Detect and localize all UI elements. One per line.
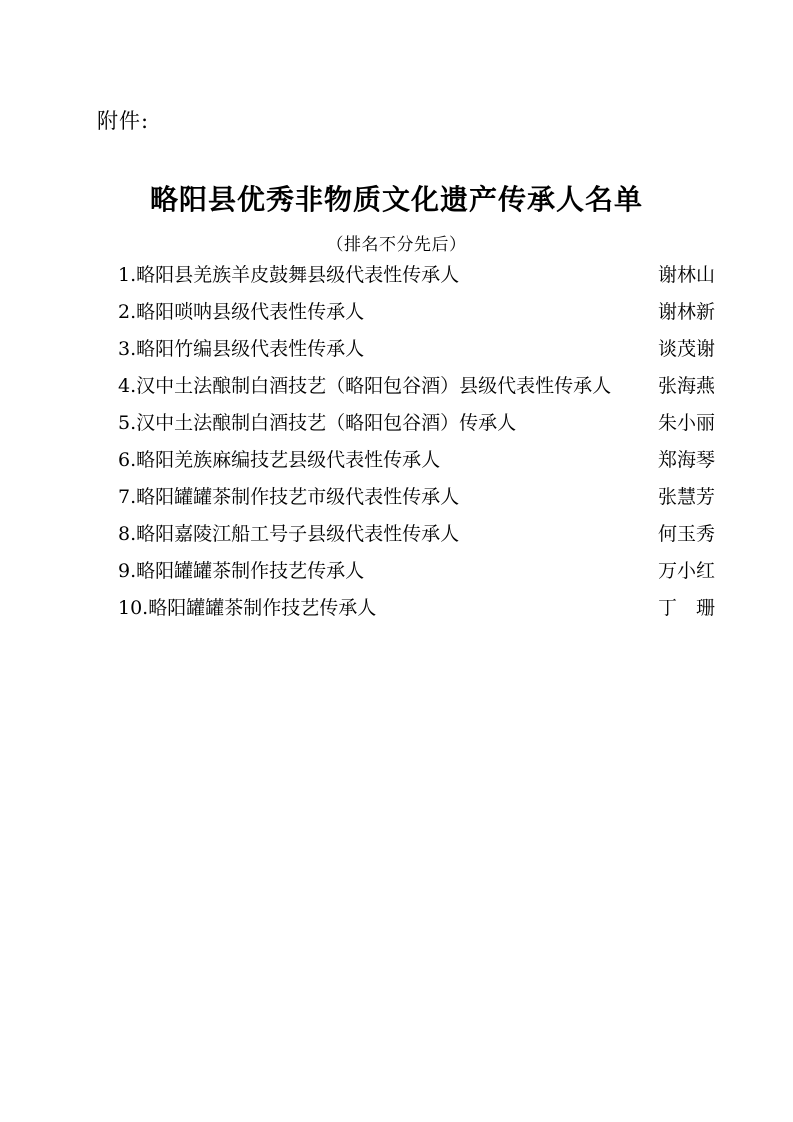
list-item-name: 朱小丽 [657, 412, 715, 434]
list-item [0, 373, 793, 399]
list-item-text [0, 299, 643, 325]
list-item [0, 447, 793, 473]
list-item-title: 略阳羌族麻编技艺县级代表性传承人 [136, 449, 441, 471]
list-item-index: 6. [118, 449, 137, 471]
list-item [0, 410, 793, 436]
list-item-index: 9. [118, 560, 137, 582]
list-item-title: 略阳县羌族羊皮鼓舞县级代表性传承人 [136, 264, 460, 286]
list-item-text [0, 595, 643, 621]
list-item-name: 谈茂谢 [657, 338, 715, 360]
list-item-text [0, 410, 643, 436]
list-item-index: 1. [118, 264, 137, 286]
list-item-name: 谢林新 [657, 301, 715, 323]
list-item-text [0, 336, 643, 362]
list-item-index: 8. [118, 523, 137, 545]
page-title: 略阳县优秀非物质文化遗产传承人名单 [149, 183, 643, 216]
list-item-name: 张慧芳 [657, 486, 715, 508]
list-item-text [0, 521, 643, 547]
list-item [0, 262, 793, 288]
list-item-name: 何玉秀 [657, 523, 715, 545]
inheritor-list [0, 262, 793, 632]
list-item-text [0, 484, 643, 510]
list-item [0, 595, 793, 621]
list-item-title: 略阳罐罐茶制作技艺市级代表性传承人 [136, 486, 460, 508]
list-item-title: 略阳嘉陵江船工号子县级代表性传承人 [136, 523, 460, 545]
list-item [0, 558, 793, 584]
list-item-name: 丁 珊 [657, 597, 715, 619]
list-item-title: 略阳罐罐茶制作技艺传承人 [136, 560, 365, 582]
list-item-index: 7. [118, 486, 137, 508]
list-item [0, 484, 793, 510]
list-item [0, 299, 793, 325]
list-item-text [0, 558, 643, 584]
list-item-index: 3. [118, 338, 137, 360]
list-item [0, 521, 793, 547]
list-item-index: 4. [118, 375, 137, 397]
page-subtitle: （排名不分先后） [326, 235, 467, 255]
list-item-text [0, 447, 643, 473]
list-item-name: 郑海琴 [657, 449, 715, 471]
list-item-name: 张海燕 [657, 375, 715, 397]
attachment-label: 附件: [97, 109, 150, 133]
list-item-index: 10. [118, 597, 149, 619]
list-item-name: 谢林山 [657, 264, 715, 286]
list-item-index: 2. [118, 301, 137, 323]
list-item-index: 5. [118, 412, 137, 434]
list-item-title: 略阳竹编县级代表性传承人 [136, 338, 365, 360]
list-item-title: 汉中土法酿制白酒技艺（略阳包谷酒）传承人 [136, 412, 517, 434]
list-item-name: 万小红 [657, 560, 715, 582]
list-item-text [0, 262, 643, 288]
list-item-title: 略阳罐罐茶制作技艺传承人 [148, 597, 377, 619]
list-item-title: 汉中土法酿制白酒技艺（略阳包谷酒）县级代表性传承人 [136, 375, 612, 397]
list-item [0, 336, 793, 362]
list-item-text [0, 373, 643, 399]
list-item-title: 略阳唢呐县级代表性传承人 [136, 301, 365, 323]
